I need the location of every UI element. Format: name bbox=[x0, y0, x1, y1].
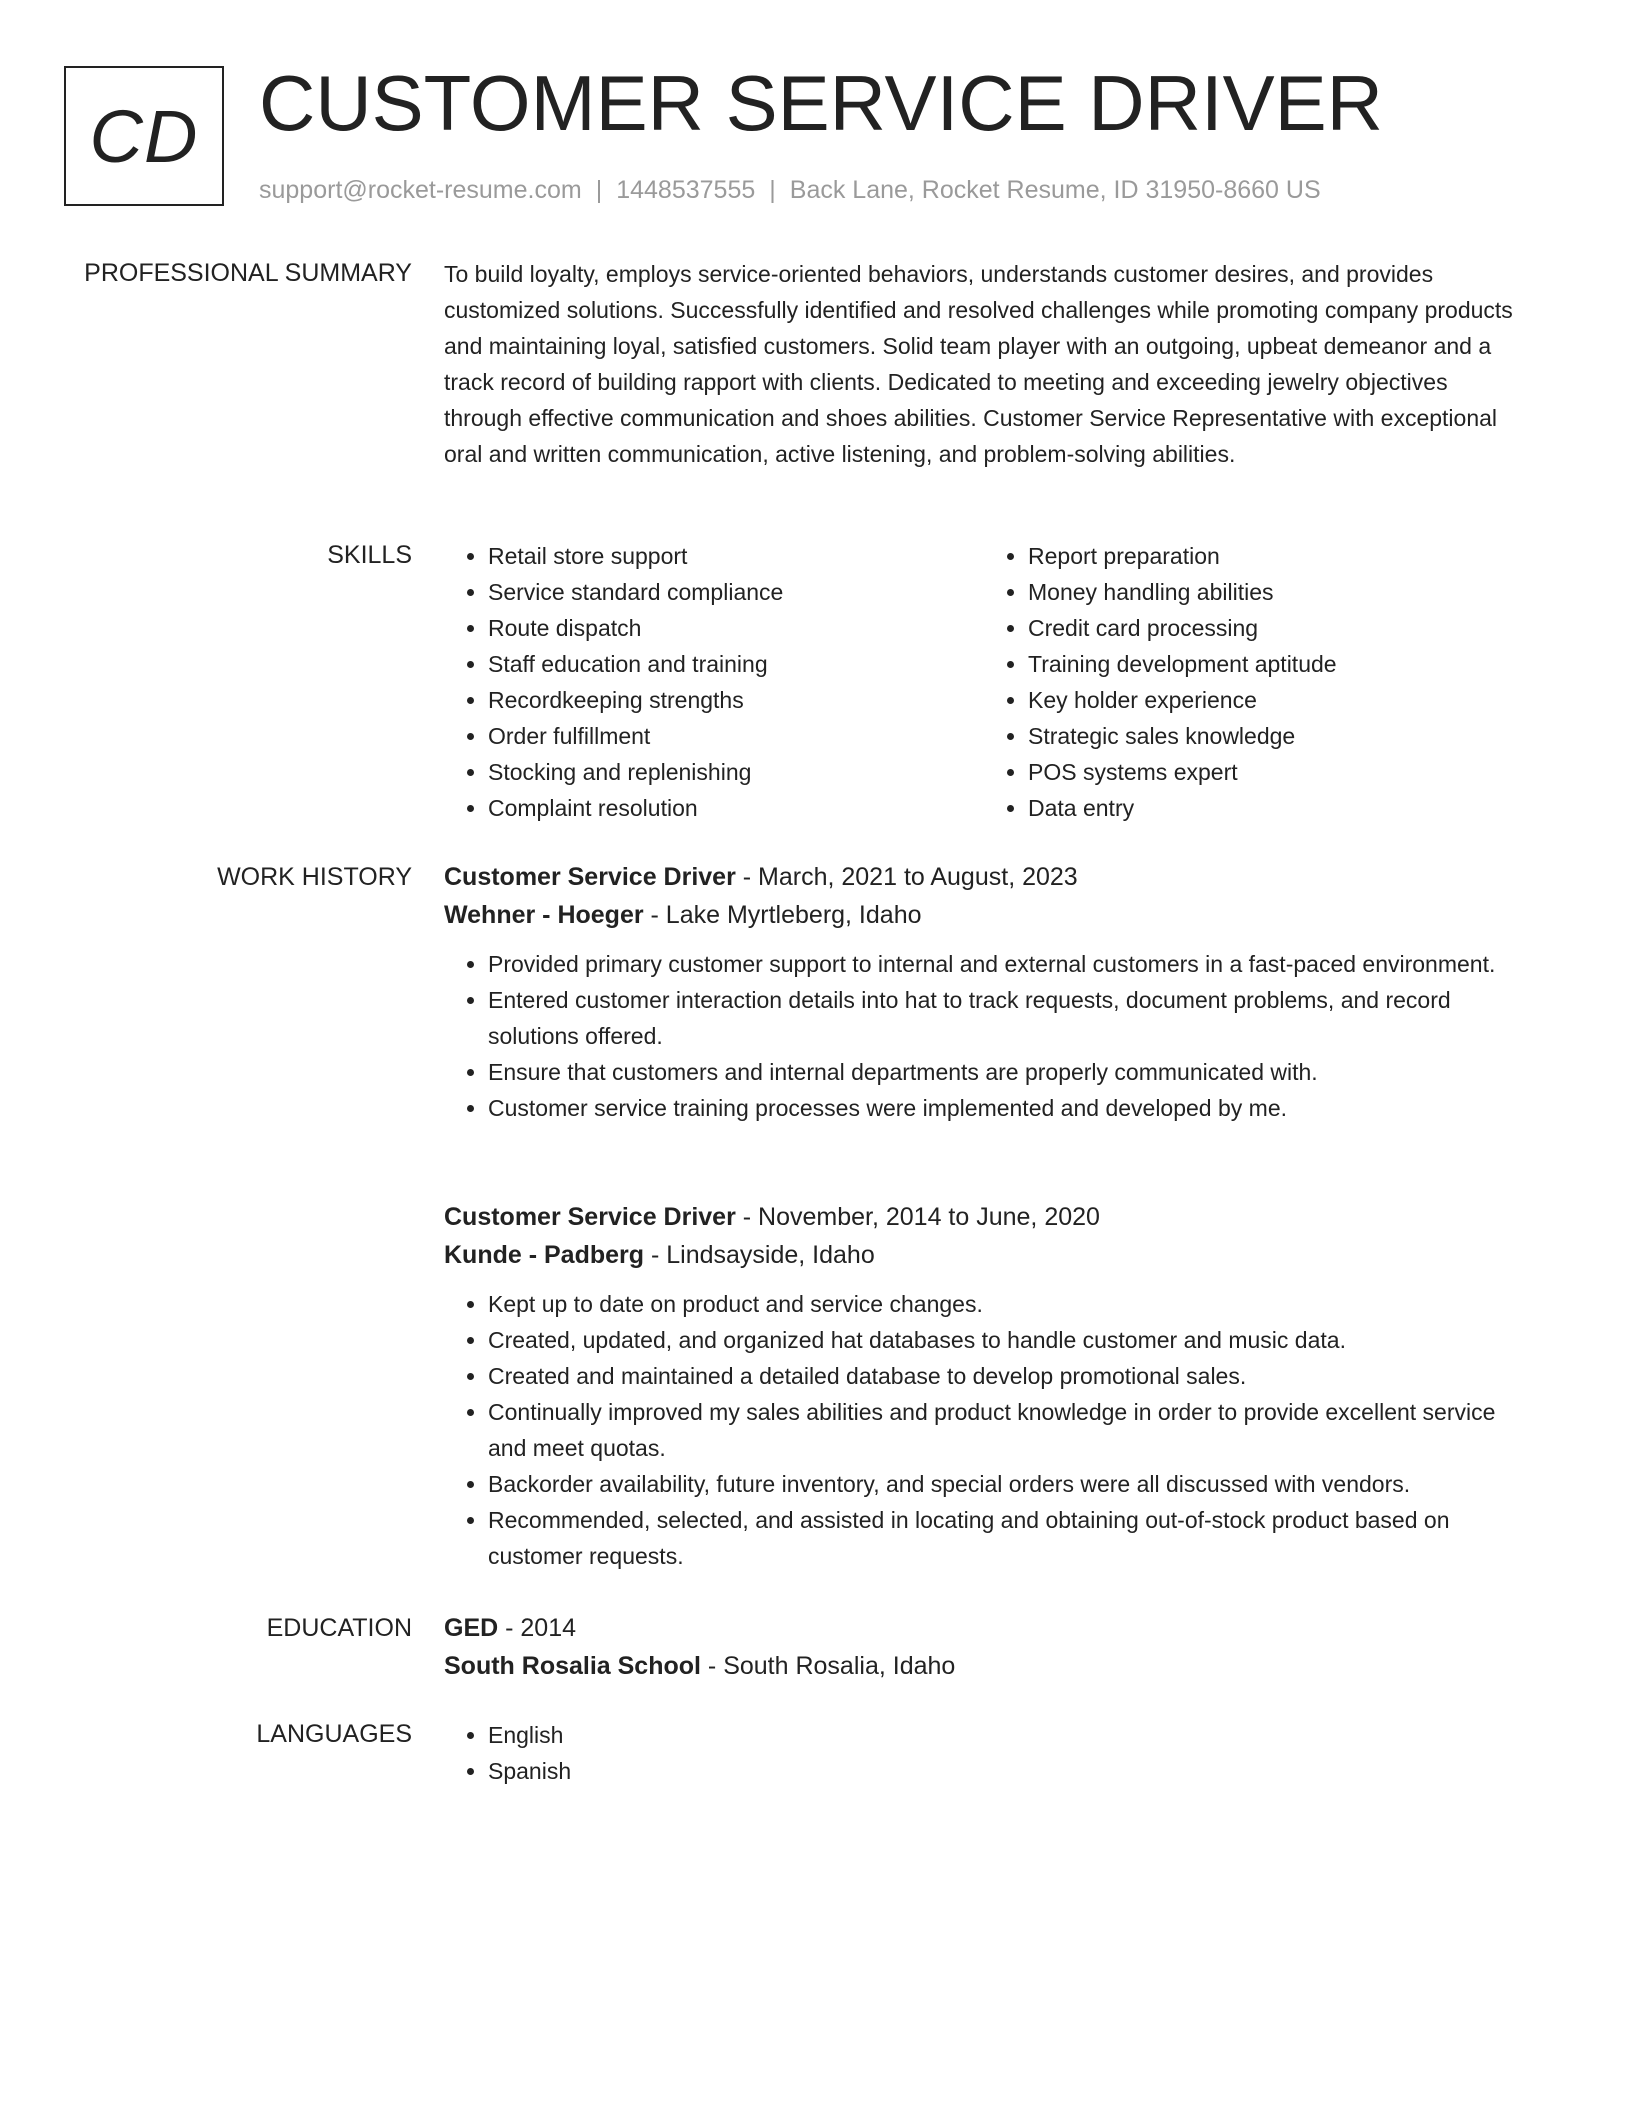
skill-item: • Training development aptitude bbox=[1028, 646, 1524, 682]
section-label-education: EDUCATION bbox=[266, 1614, 412, 1642]
skill-item: • Service standard compliance bbox=[488, 574, 984, 610]
job-dates: - March, 2021 to August, 2023 bbox=[735, 863, 1078, 891]
resume-title: CUSTOMER SERVICE DRIVER bbox=[259, 59, 1383, 147]
degree-line bbox=[444, 1609, 1524, 1647]
job-entry bbox=[444, 858, 1524, 1126]
language-item: • Spanish bbox=[488, 1753, 1524, 1789]
job-duty: • Entered customer interaction details into hat to track requests, document problems, and record solutions offered. bbox=[488, 982, 1524, 1054]
summary-section bbox=[444, 256, 1524, 472]
skill-item: • Key holder experience bbox=[1028, 682, 1524, 718]
company-location: - Lindsayside, Idaho bbox=[644, 1241, 875, 1269]
school-location: - South Rosalia, Idaho bbox=[700, 1652, 956, 1680]
job-duty: • Kept up to date on product and service changes. bbox=[488, 1286, 1524, 1322]
skill-item: • Recordkeeping strengths bbox=[488, 682, 984, 718]
address: Back Lane, Rocket Resume, ID 31950-8660 US bbox=[789, 176, 1321, 204]
skill-item: • Order fulfillment bbox=[488, 718, 984, 754]
phone-number: 1448537555 bbox=[616, 176, 756, 204]
job-duty: • Created, updated, and organized hat databases to handle customer and music data. bbox=[488, 1322, 1524, 1358]
job-duties bbox=[444, 1286, 1524, 1574]
section-label-languages: LANGUAGES bbox=[256, 1720, 412, 1748]
graduation-year: - 2014 bbox=[498, 1614, 577, 1642]
education-entry bbox=[444, 1609, 1524, 1685]
skill-item: • Complaint resolution bbox=[488, 790, 984, 826]
section-label-skills: SKILLS bbox=[327, 541, 412, 569]
skill-item: • Staff education and training bbox=[488, 646, 984, 682]
job-title-line bbox=[444, 858, 1524, 896]
company-location: - Lake Myrtleberg, Idaho bbox=[643, 901, 922, 929]
job-duty: • Recommended, selected, and assisted in locating and obtaining out-of-stock product based on customer requests. bbox=[488, 1502, 1524, 1574]
job-duty: • Customer service training processes were implemented and developed by me. bbox=[488, 1090, 1524, 1126]
job-dates: - November, 2014 to June, 2020 bbox=[735, 1203, 1100, 1231]
languages-section bbox=[444, 1717, 1524, 1789]
section-label-work-history: WORK HISTORY bbox=[217, 863, 412, 891]
job-title: Customer Service Driver bbox=[444, 1203, 736, 1231]
job-duty: • Provided primary customer support to internal and external customers in a fast-paced environment. bbox=[488, 946, 1524, 982]
job-duties bbox=[444, 946, 1524, 1126]
job-duty: • Backorder availability, future inventory, and special orders were all discussed with vendors. bbox=[488, 1466, 1524, 1502]
degree: GED bbox=[444, 1614, 499, 1642]
languages-list bbox=[444, 1717, 1524, 1789]
skill-item: • POS systems expert bbox=[1028, 754, 1524, 790]
contact-separator: | bbox=[769, 176, 776, 204]
contact-separator: | bbox=[595, 176, 603, 204]
job-duty: • Continually improved my sales abilities and product knowledge in order to provide excellent service and meet quotas. bbox=[488, 1394, 1524, 1466]
skill-item: • Strategic sales knowledge bbox=[1028, 718, 1524, 754]
skill-item: • Retail store support bbox=[488, 538, 984, 574]
job-company-line bbox=[444, 1236, 1524, 1274]
school-line bbox=[444, 1647, 1524, 1685]
job-title-line bbox=[444, 1198, 1524, 1236]
language-item: • English bbox=[488, 1717, 1524, 1753]
skill-item: • Credit card processing bbox=[1028, 610, 1524, 646]
school-name: South Rosalia School bbox=[444, 1652, 701, 1680]
skills-list-right bbox=[984, 538, 1524, 826]
skill-item: • Money handling abilities bbox=[1028, 574, 1524, 610]
company-name: Kunde - Padberg bbox=[444, 1241, 645, 1269]
summary-text: To build loyalty, employs service-oriented behaviors, understands customer desires, and provides customized solutions. Successfully identified and resolved challenges while promoting company products and maintaining loyal, satisfied customers. Solid team player with an outgoing, upbeat demeanor and a track record of building rapport with clients. Dedicated to meeting and exceeding jewelry objectives through effective communication and shoes abilities. Customer Service Representative with exceptional oral and written communication, active listening, and problem-solving abilities. bbox=[444, 261, 1513, 467]
job-entry bbox=[444, 1198, 1524, 1574]
skills-list-left bbox=[444, 538, 984, 826]
skills-section bbox=[444, 538, 1524, 826]
job-duty: • Ensure that customers and internal departments are properly communicated with. bbox=[488, 1054, 1524, 1090]
skill-item: • Data entry bbox=[1028, 790, 1524, 826]
job-duty: • Created and maintained a detailed database to develop promotional sales. bbox=[488, 1358, 1524, 1394]
section-label-summary: PROFESSIONAL SUMMARY bbox=[84, 259, 412, 287]
contact-line bbox=[259, 173, 1321, 207]
skill-item: • Stocking and replenishing bbox=[488, 754, 984, 790]
monogram-initials: CD bbox=[64, 66, 224, 206]
skill-item: • Route dispatch bbox=[488, 610, 984, 646]
email-link[interactable]: support@rocket-resume.com bbox=[259, 176, 582, 204]
company-name: Wehner - Hoeger bbox=[444, 901, 644, 929]
skill-item: • Report preparation bbox=[1028, 538, 1524, 574]
job-company-line bbox=[444, 896, 1524, 934]
job-title: Customer Service Driver bbox=[444, 863, 736, 891]
